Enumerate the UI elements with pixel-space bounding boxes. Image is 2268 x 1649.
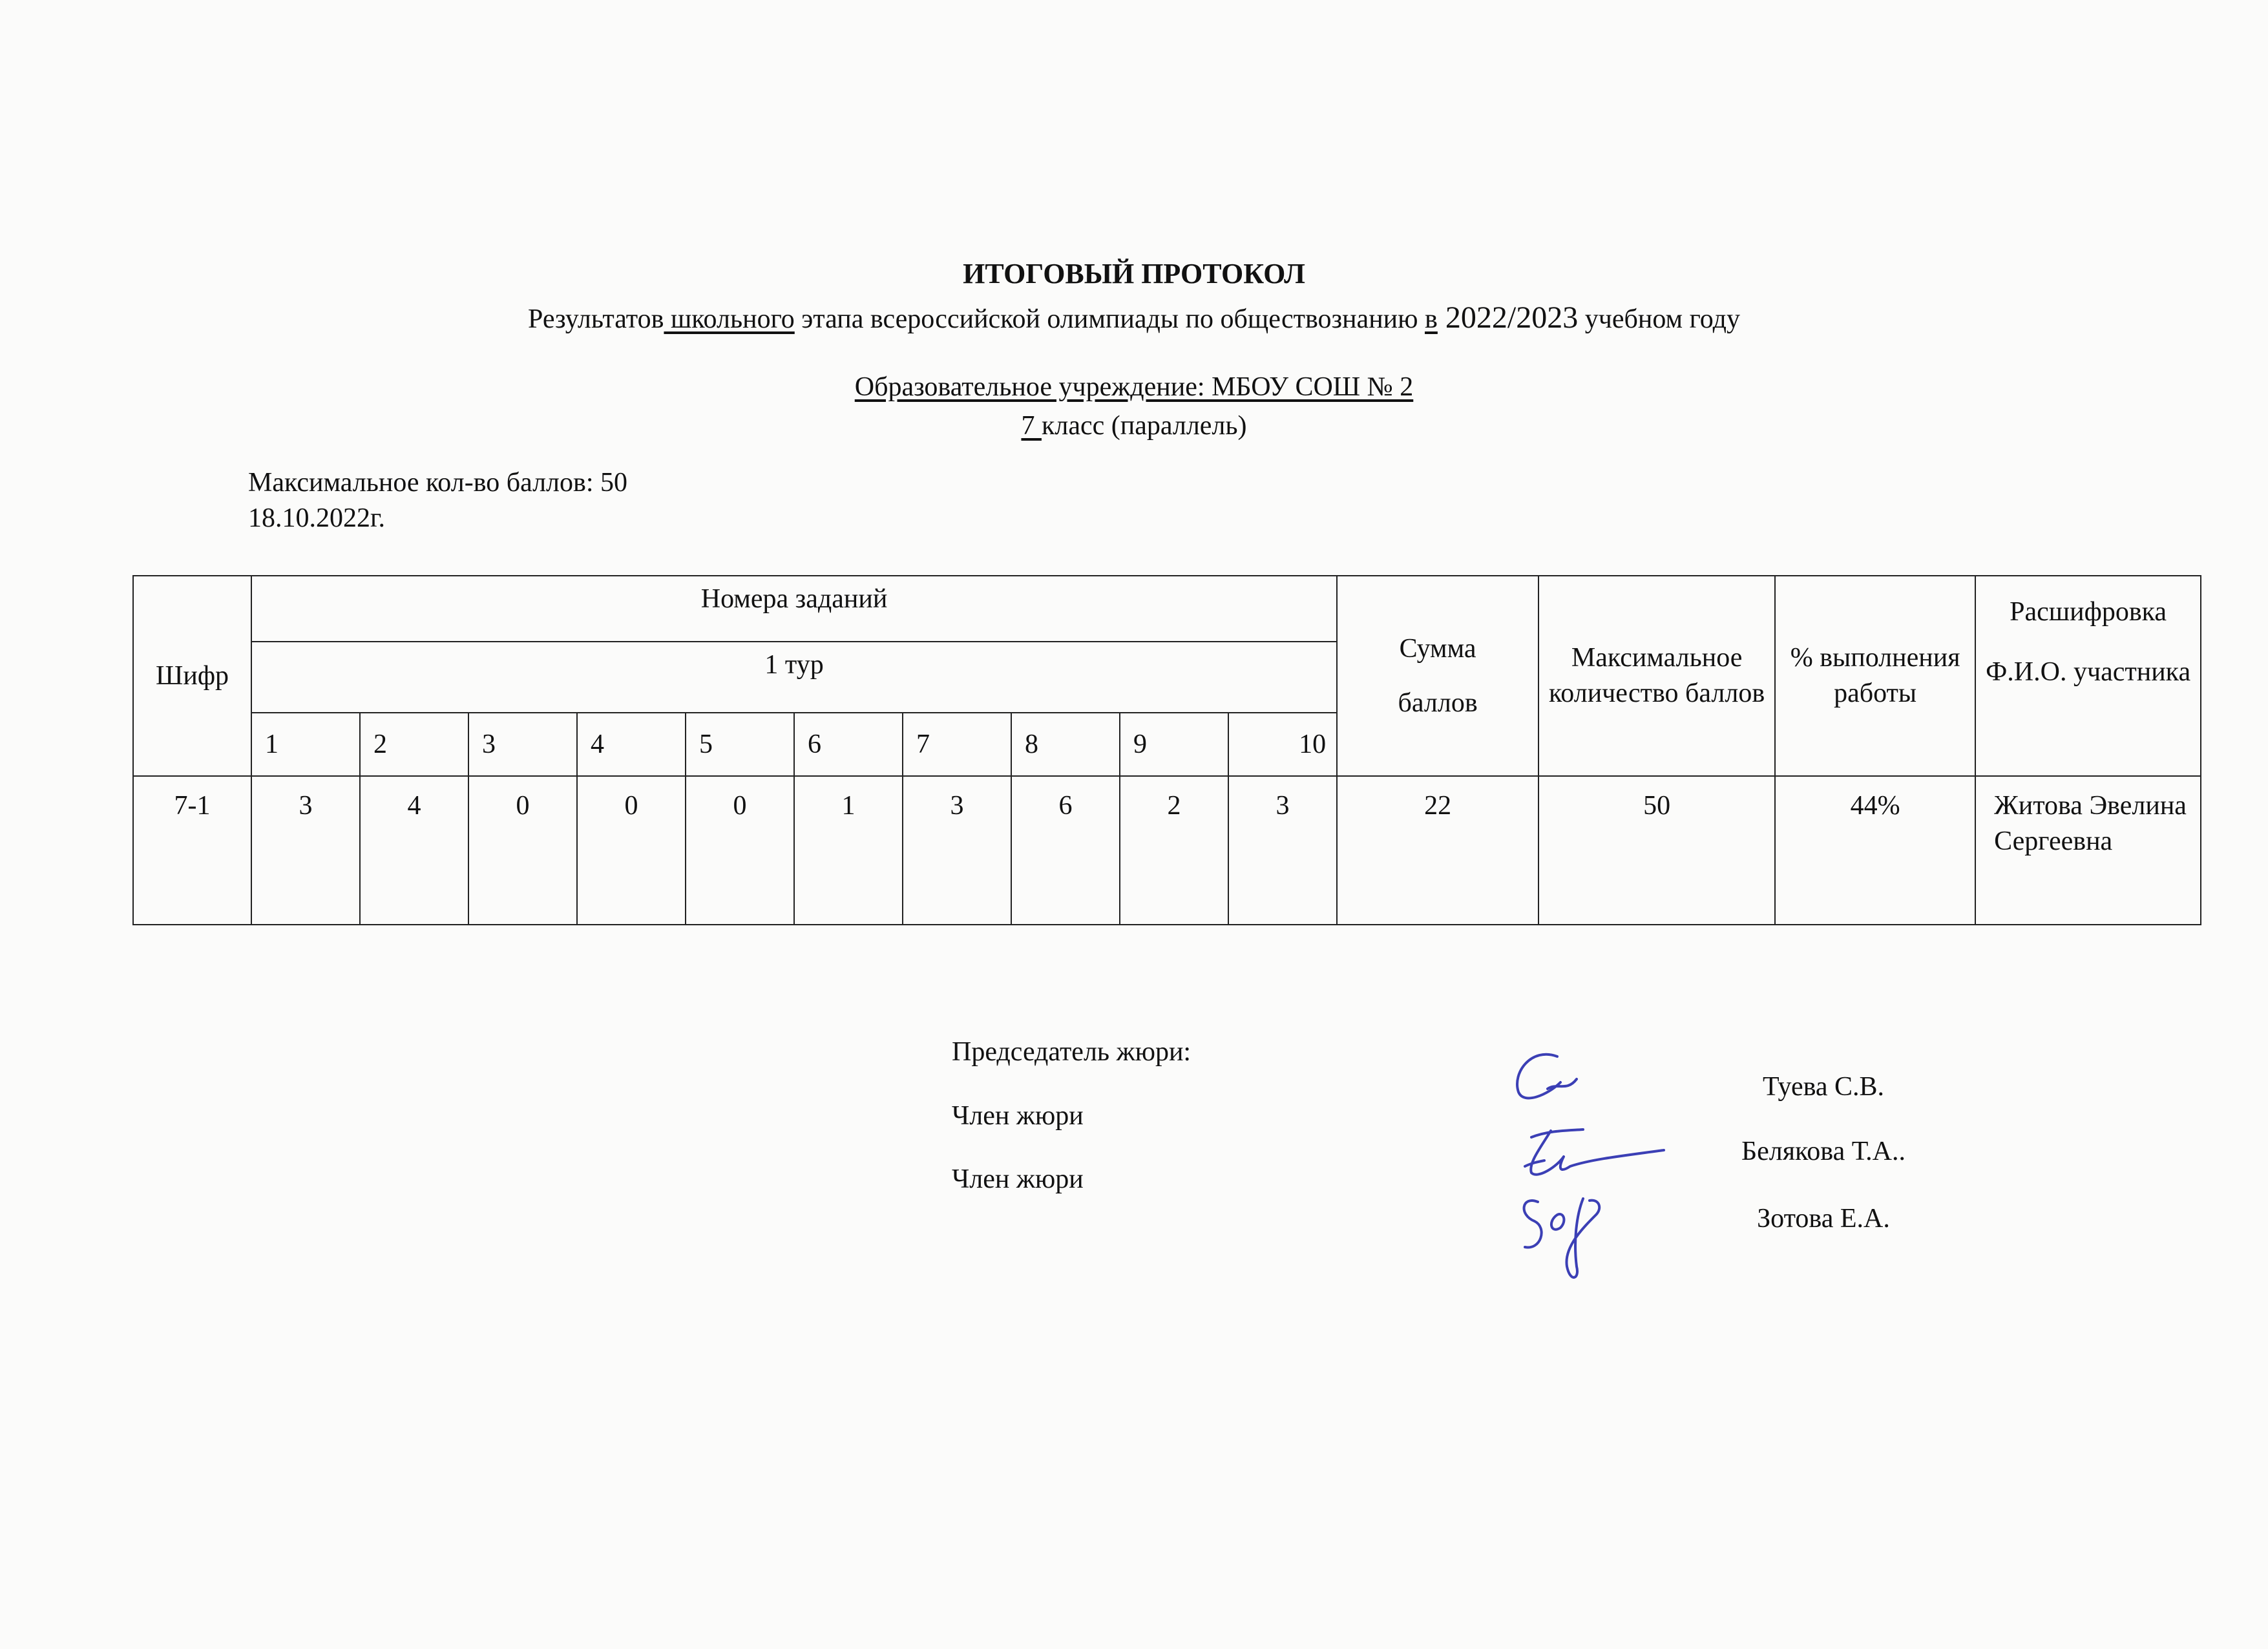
cell-score-1: 3: [251, 776, 360, 925]
header-decoding-title: Расшифровка: [2010, 597, 2167, 627]
cell-cipher: 7-1: [133, 776, 251, 925]
jury-member-label-2: Член жюри: [952, 1164, 1084, 1194]
school-line: [0, 371, 2268, 403]
task-number-5: 5: [686, 713, 794, 776]
cell-score-9: 2: [1120, 776, 1228, 925]
member1-signature: [1531, 1129, 1664, 1175]
subtitle-part3: учебном году: [1578, 304, 1740, 334]
chair-signature: [1517, 1055, 1577, 1098]
task-number-10: 10: [1228, 713, 1337, 776]
cell-score-7: 3: [903, 776, 1011, 925]
jury-member-label-1: Член жюри: [952, 1101, 1084, 1131]
handwritten-signatures: [1486, 1034, 1693, 1292]
subtitle-year: 2022/2023: [1437, 300, 1579, 335]
cell-score-4: 0: [577, 776, 686, 925]
header-max: Максимальное количество баллов: [1538, 576, 1775, 776]
task-number-2: 2: [360, 713, 468, 776]
header-decoding-fio: Ф.И.О. участника: [1986, 656, 2191, 687]
max-points-line: Максимальное кол-во баллов: 50: [248, 468, 628, 498]
subtitle-stage: школьного: [664, 304, 795, 334]
document-subtitle: [0, 299, 2268, 337]
jury-member1-name: Белякова Т.А..: [1741, 1137, 1906, 1166]
cell-score-6: 1: [794, 776, 903, 925]
header-task-numbers: Номера заданий: [251, 576, 1337, 642]
grade-number: 7: [1021, 411, 1042, 441]
jury-chair-name: Туева С.В.: [1762, 1072, 1885, 1102]
results-table: [132, 575, 2201, 925]
jury-chair-label: Председатель жюри:: [952, 1037, 1192, 1067]
cell-score-8: 6: [1011, 776, 1120, 925]
subtitle-part2: этапа всероссийской олимпиады по обществознанию: [794, 304, 1425, 334]
task-number-1: 1: [251, 713, 360, 776]
cell-score-2: 4: [360, 776, 468, 925]
table-row: [133, 776, 2201, 925]
task-number-8: 8: [1011, 713, 1120, 776]
cell-score-3: 0: [468, 776, 577, 925]
cell-score-5: 0: [686, 776, 794, 925]
cell-participant-name: Житова Эвелина Сергеевна: [1975, 776, 2201, 925]
task-number-7: 7: [903, 713, 1011, 776]
task-number-4: 4: [577, 713, 686, 776]
task-number-6: 6: [794, 713, 903, 776]
header-decoding: [1975, 576, 2201, 776]
cell-sum: 22: [1337, 776, 1538, 925]
document-title: ИТОГОВЫЙ ПРОТОКОЛ: [963, 258, 1305, 289]
member2-signature: [1524, 1199, 1600, 1277]
grade-line: [0, 410, 2268, 442]
task-number-3: 3: [468, 713, 577, 776]
cell-score-10: 3: [1228, 776, 1337, 925]
date-line: 18.10.2022г.: [248, 503, 385, 533]
subtitle-blank: в: [1425, 304, 1438, 334]
cell-percent: 44%: [1775, 776, 1975, 925]
school-name: Образовательное учреждение: МБОУ СОШ № 2: [854, 372, 1414, 402]
jury-member2-name: Зотова Е.А.: [1757, 1204, 1890, 1234]
task-number-9: 9: [1120, 713, 1228, 776]
grade-text: класс (параллель): [1041, 411, 1247, 441]
header-percent: % выполнения работы: [1775, 576, 1975, 776]
subtitle-part1: Результатов: [528, 304, 664, 334]
cell-max: 50: [1538, 776, 1775, 925]
header-round: 1 тур: [251, 642, 1337, 713]
header-cipher: Шифр: [133, 576, 251, 776]
header-sum: Сумма баллов: [1337, 576, 1538, 776]
